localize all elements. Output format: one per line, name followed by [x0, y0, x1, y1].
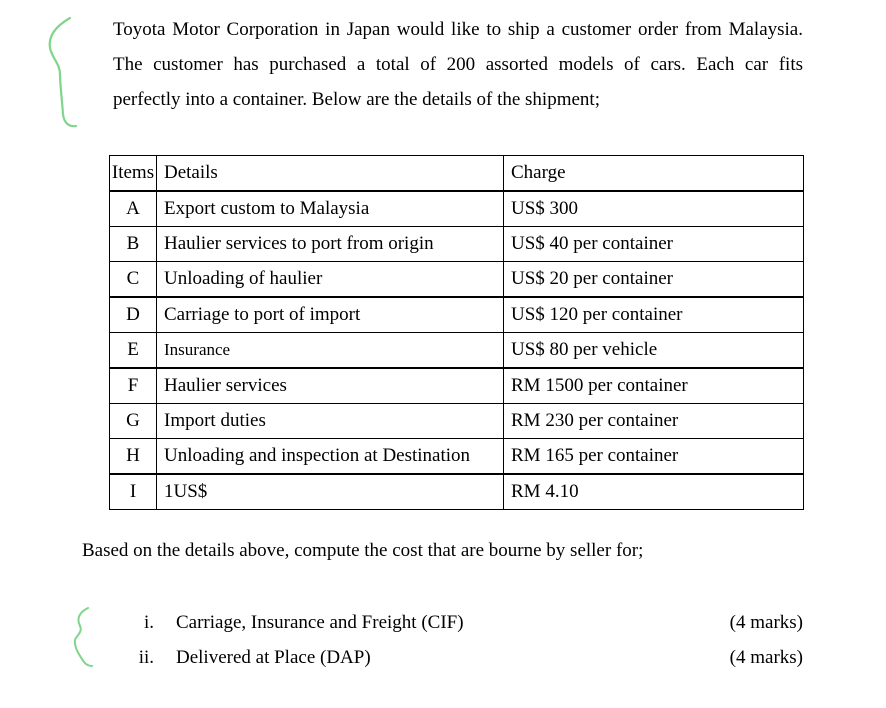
row-details: Insurance	[157, 333, 504, 369]
table-header-row	[110, 156, 804, 192]
intro-line: perfectly into a container. Below are the details of the shipment;	[113, 89, 600, 110]
row-charge: US$ 120 per container	[504, 297, 804, 333]
row-item: A	[110, 191, 157, 227]
subquestion-text: Carriage, Insurance and Freight (CIF)	[176, 612, 464, 633]
header-items: Items	[110, 156, 157, 192]
row-details: Carriage to port of import	[157, 297, 504, 333]
subquestion-text: Delivered at Place (DAP)	[176, 647, 371, 668]
row-charge: RM 230 per container	[504, 404, 804, 439]
row-item: C	[110, 262, 157, 298]
table-row	[110, 368, 804, 404]
subquestion-number: ii.	[138, 647, 154, 668]
row-details: Unloading and inspection at Destination	[157, 439, 504, 475]
table-row	[110, 474, 804, 510]
row-item: D	[110, 297, 157, 333]
header-details: Details	[157, 156, 504, 192]
row-item: B	[110, 227, 157, 262]
shipment-details-table	[109, 155, 804, 510]
row-details: Unloading of haulier	[157, 262, 504, 298]
row-charge: US$ 40 per container	[504, 227, 804, 262]
table-row	[110, 297, 804, 333]
row-details: 1US$	[157, 474, 504, 510]
intro-line: The customer has purchased a total of 200 assorted models of cars. Each car fits	[113, 54, 803, 75]
row-item: G	[110, 404, 157, 439]
row-item: F	[110, 368, 157, 404]
row-charge: RM 1500 per container	[504, 368, 804, 404]
handwritten-bracket-intro	[36, 14, 80, 132]
subquestion-item	[130, 612, 803, 642]
row-details: Export custom to Malaysia	[157, 191, 504, 227]
intro-line: Toyota Motor Corporation in Japan would like to ship a customer order from Malaysia.	[113, 19, 803, 40]
table-row	[110, 404, 804, 439]
table-row	[110, 227, 804, 262]
row-charge: US$ 80 per vehicle	[504, 333, 804, 369]
row-charge: US$ 300	[504, 191, 804, 227]
table-row	[110, 333, 804, 369]
row-charge: US$ 20 per container	[504, 262, 804, 298]
table-row	[110, 262, 804, 298]
row-charge: RM 4.10	[504, 474, 804, 510]
subquestion-marks: (4 marks)	[729, 647, 803, 668]
row-item: E	[110, 333, 157, 369]
row-item: H	[110, 439, 157, 475]
row-charge: RM 165 per container	[504, 439, 804, 475]
row-details: Haulier services	[157, 368, 504, 404]
table-row	[110, 191, 804, 227]
subquestion-marks: (4 marks)	[729, 612, 803, 633]
table-row	[110, 439, 804, 475]
header-charge: Charge	[504, 156, 804, 192]
handwritten-bracket-subquestions	[66, 604, 96, 670]
intro-paragraph	[113, 12, 803, 117]
row-details: Haulier services to port from origin	[157, 227, 504, 262]
row-details: Import duties	[157, 404, 504, 439]
subquestion-number: i.	[143, 612, 154, 633]
row-item: I	[110, 474, 157, 510]
subquestion-item	[130, 647, 803, 677]
question-text: Based on the details above, compute the cost that are bourne by seller for;	[82, 540, 644, 561]
